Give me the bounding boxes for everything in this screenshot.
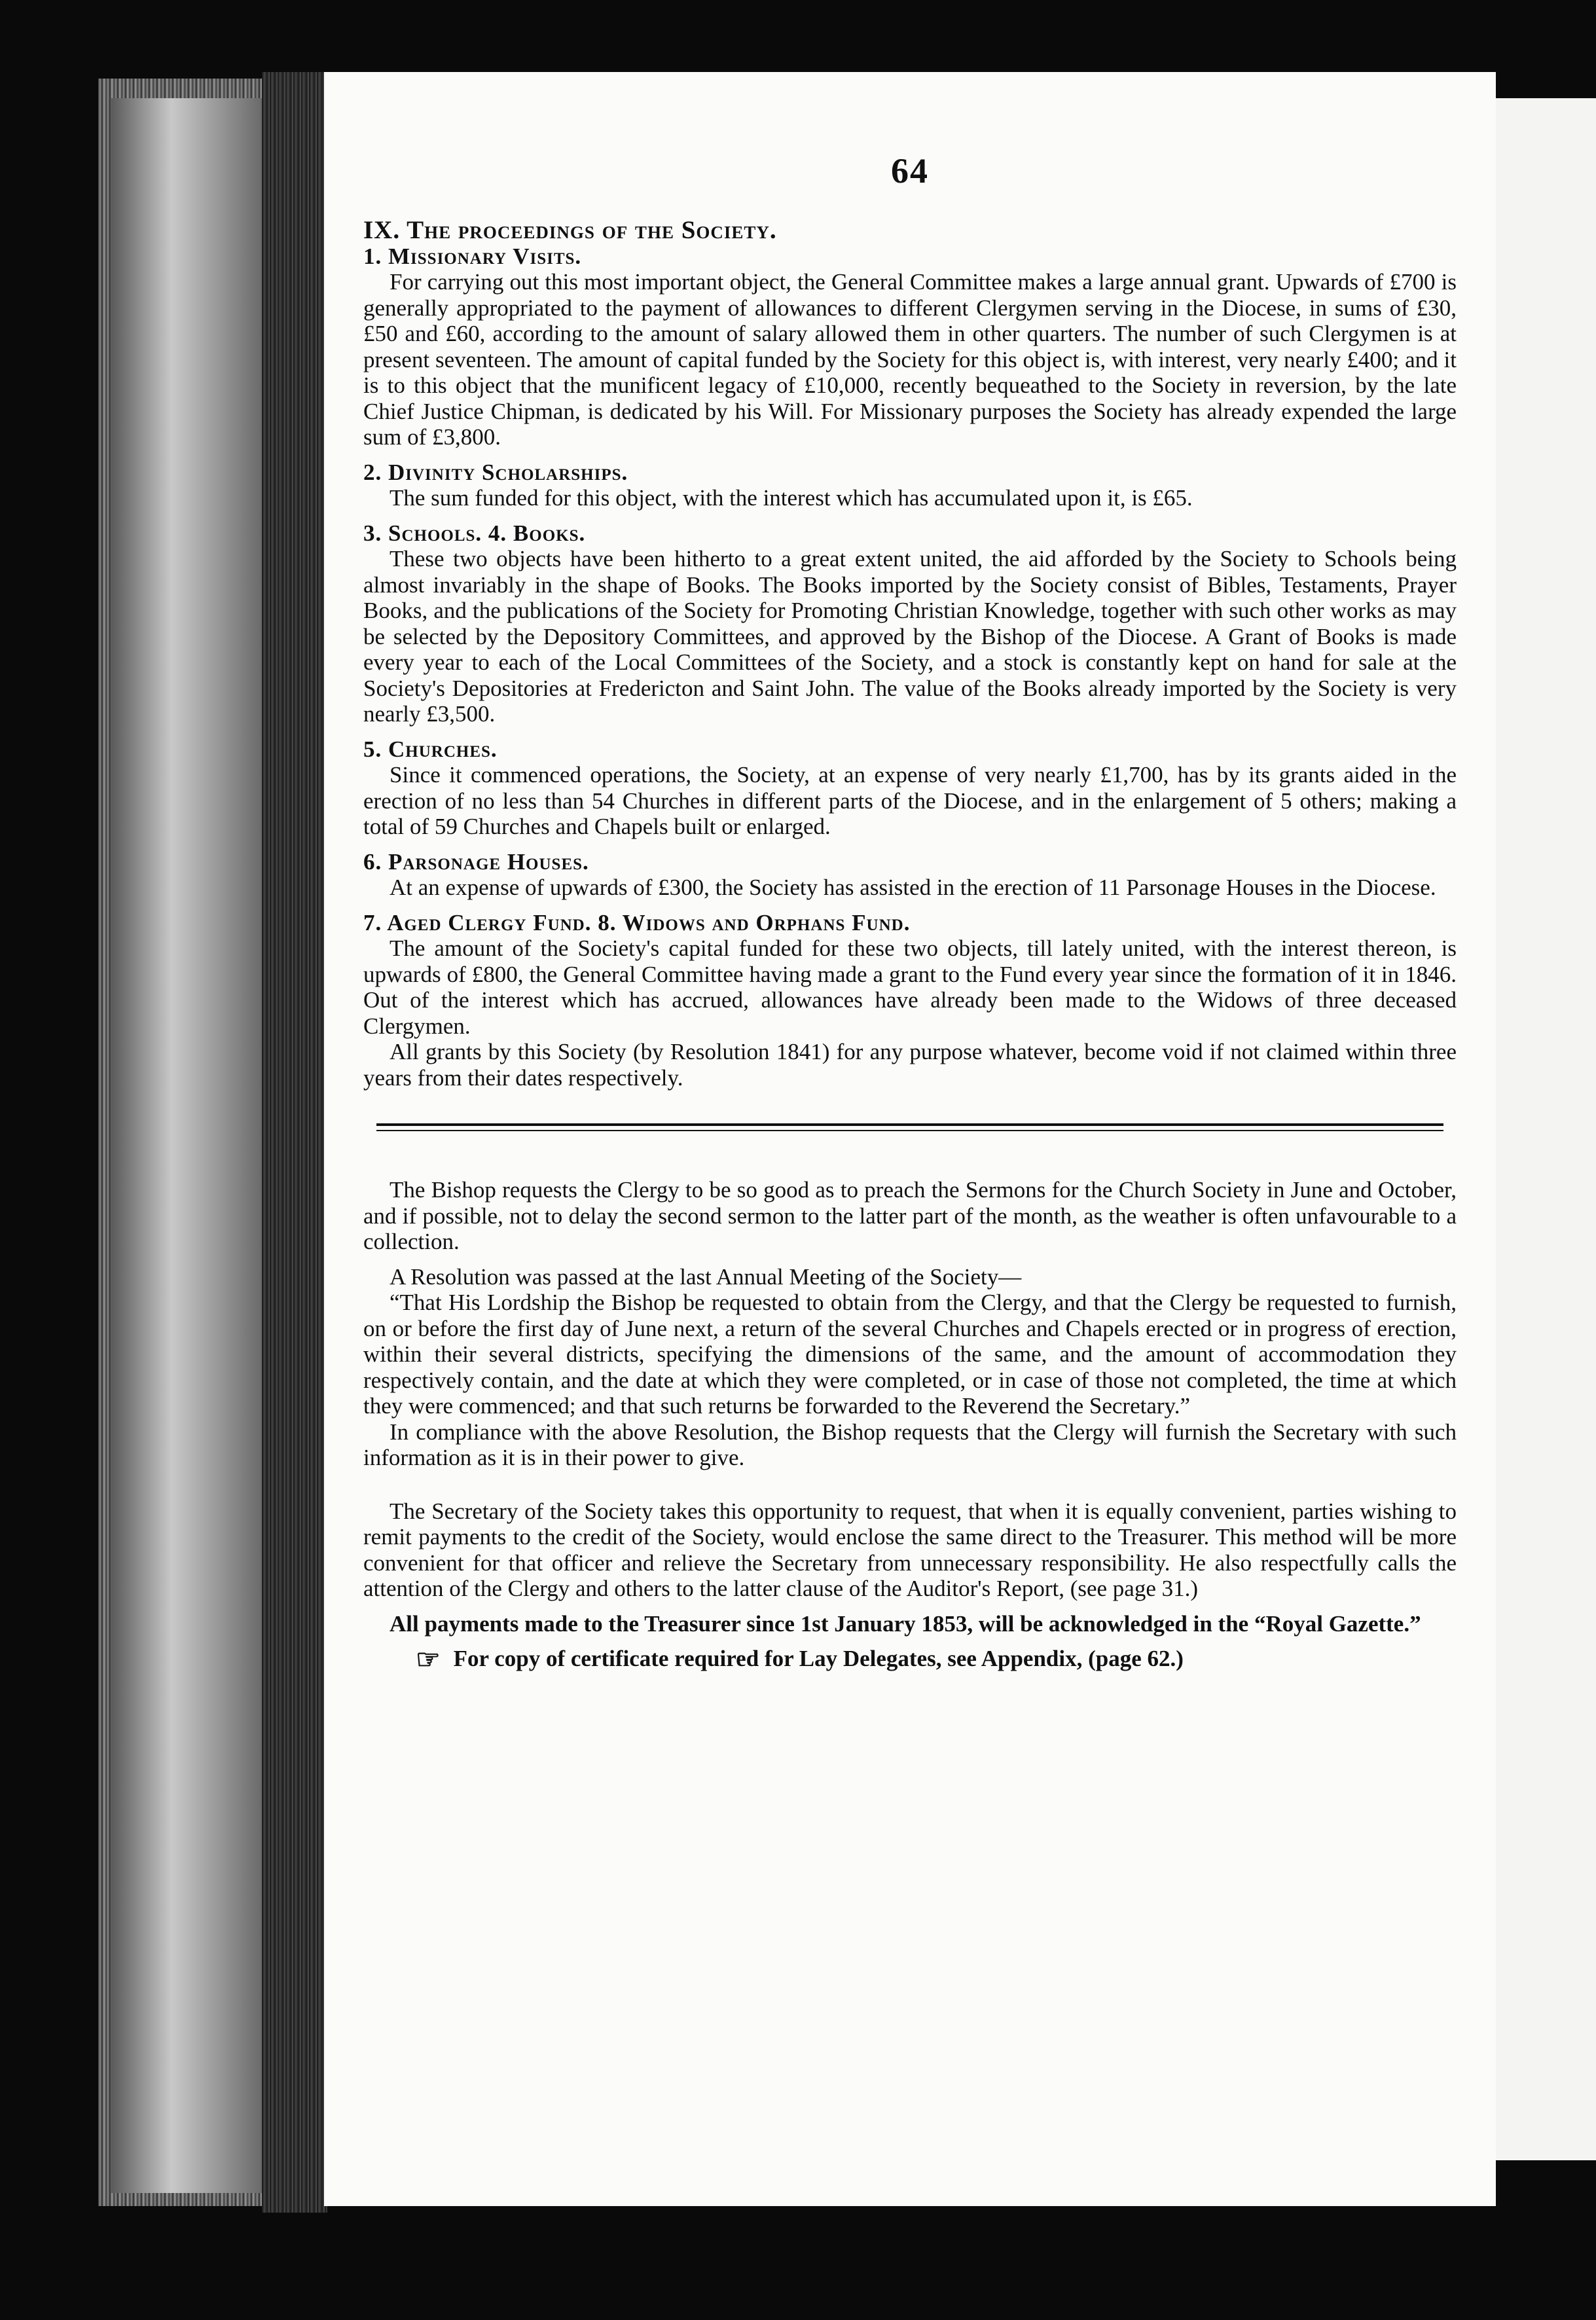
proceedings-section [363,217,1457,1091]
paragraph: Since it commenced operations, the Society, at an expense of very nearly £1,700, has by its grants aided in the erection of no less than 54 Churches in different parts of the Diocese, and in the enlargement of 5 others; making a total of 59 Churches and Chapels built or enlarged. [363,762,1457,839]
section-title: IX. The proceedings of the Society. [363,216,777,244]
lay-delegates-notice [363,1646,1457,1674]
divider-rule-thick [376,1123,1443,1126]
subsection-heading: 7. Aged Clergy Fund. 8. Widows and Orphans Fund. [363,909,911,935]
sermons-notice: The Bishop requests the Clergy to be so good as to preach the Sermons for the Church Society in June and October, and if possible, not to delay the second sermon to the latter part of the month, as the weather is often unfavourable to a collection. [363,1177,1457,1254]
subsection-heading: 2. Divinity Scholarships. [363,459,628,485]
page-number: 64 [891,151,929,190]
section-divider [363,1123,1457,1131]
resolution-intro: A Resolution was passed at the last Annual Meeting of the Society— [390,1263,1022,1290]
paragraph: These two objects have been hitherto to a great extent united, the aid afforded by the Society to Schools being almost invariably in the shape of Books. The Books imported by the Society consist of Bibles, Testaments, Prayer Books, and the publications of the Society for Promoting Christian Knowledge, together with such other works as may be selected by the Depository Committees, and approved by the Bishop of the Diocese. A Grant of Books is made every year to each of the Local Committees of the Society, and a stock is constantly kept on hand for sale at the Society's Depositories at Fredericton and Saint John. The value of the Books already imported by the Society is very nearly £3,500. [363,546,1457,727]
compliance-notice: In compliance with the above Resolution, the Bishop requests that the Clergy will furnish the Secretary with such information as it is in their power to give. [363,1419,1457,1470]
subsection-heading: 6. Parsonage Houses. [363,848,589,875]
left-page-stack [111,98,262,2193]
book-spine [262,72,327,2213]
paragraph: All grants by this Society (by Resolution 1841) for any purpose whatever, become void if not claimed within three years from their dates respectively. [363,1039,1457,1091]
subsection-divinity-scholarships [363,460,1457,511]
secretary-notice: The Secretary of the Society takes this opportunity to request, that when it is equally convenient, parties wishing to remit payments to the credit of the Society, would enclose the same direct to the Treasurer. This method will be more convenient for that officer and relieve the Secretary from unnecessary responsibility. He also respectfully calls the attention of the Clergy and others to the latter clause of the Auditor's Report, (see page 31.) [363,1498,1457,1601]
payments-notice: All payments made to the Treasurer since 1st January 1853, will be acknowledged in the “Royal Gazette.” [390,1610,1421,1637]
subsection-heading: 3. Schools. 4. Books. [363,520,586,546]
subsection-churches [363,736,1457,840]
subsection-heading: 5. Churches. [363,736,498,762]
resolution-quote: “That His Lordship the Bishop be requested to obtain from the Clergy, and that the Clergy be requested to furnish, on or before the first day of June next, a return of the several Churches and Chapels erected or in progress of erection, within their several districts, specifying the dimensions of the same, and the amount of accommodation they respectively contain, and the date at which they were completed, or in case of those not completed, the time at which they were commenced; and that such returns be forwarded to the Reverend the Secretary.” [363,1290,1457,1419]
subsection-schools-books [363,520,1457,727]
divider-rule-thin [376,1130,1443,1131]
notices-section [363,1177,1457,1674]
paragraph: The sum funded for this object, with the interest which has accumulated upon it, is £65. [390,485,1193,511]
paragraph: The amount of the Society's capital funded for these two objects, till lately united, with the interest thereon, is upwards of £800, the General Committee having made a grant to the Fund every year since the formation of it in 1846. Out of the interest which has accrued, allowances have already been made to the Widows of three deceased Clergymen. [363,935,1457,1039]
document-page [324,72,1496,2206]
subsection-parsonage-houses [363,849,1457,901]
pointing-hand-icon: ☞ [416,1645,441,1675]
subsection-heading: 1. Missionary Visits. [363,243,582,269]
paragraph: At an expense of upwards of £300, the Society has assisted in the erection of 11 Parsonage Houses in the Diocese. [390,875,1436,900]
lay-delegates-text: For copy of certificate required for Lay Delegates, see Appendix, (page 62.) [453,1646,1184,1671]
subsection-missionary-visits [363,244,1457,450]
facing-page-edge [1496,98,1596,2160]
subsection-clergy-widows-funds [363,910,1457,1091]
paragraph: For carrying out this most important object, the General Committee makes a large annual grant. Upwards of £700 is generally appropriated to the payment of allowances to different Clergymen serving in the Diocese, in sums of £30, £50 and £60, according to the amount of salary allowed them in other quarters. The number of such Clergymen is at present seventeen. The amount of capital funded by the Society for this object is, with interest, very nearly £400; and it is to this object that the munificent legacy of £10,000, recently bequeathed to the Society in reversion, by the late Chief Justice Chipman, is dedicated by his Will. For Missionary purposes the Society has already expended the large sum of £3,800. [363,269,1457,450]
